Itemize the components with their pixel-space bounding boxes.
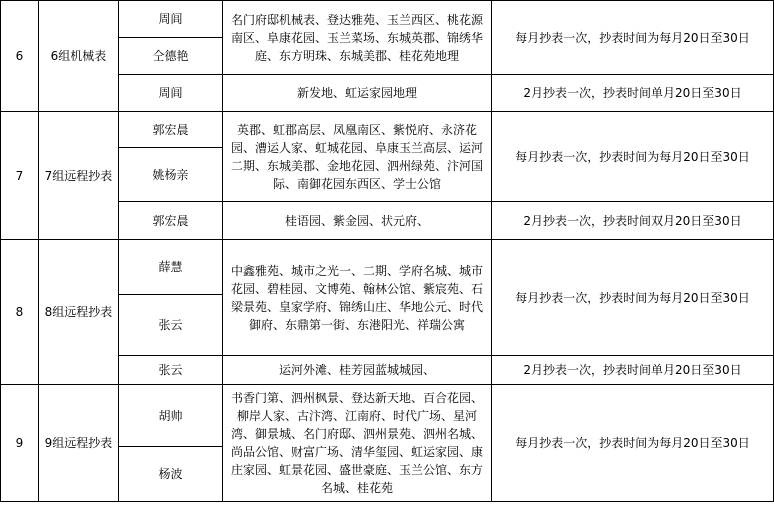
reading-schedule: 每月抄表一次，抄表时间为每月20日至30日: [492, 240, 774, 356]
table-row: [1, 385, 774, 447]
service-areas: 英郡、虹郡高层、凤凰南区、紫悦府、永济花园、漕运人家、虹城花园、阜康玉兰高层、运河二期、东城美郡、金地花园、泗州绿苑、汴河国际、南御花园东西区、学士公馆: [223, 112, 492, 202]
group-number: 7: [1, 112, 39, 240]
service-areas: 运河外滩、桂芳园蓝城城园、: [223, 356, 492, 385]
table-row: [1, 1, 774, 38]
service-areas: 桂语园、紫金园、状元府、: [223, 202, 492, 240]
table-row: [1, 112, 774, 148]
meter-reader: 周闾: [119, 1, 223, 38]
meter-reader: 郭宏晨: [119, 202, 223, 240]
meter-reader: 仝德艳: [119, 38, 223, 75]
reading-schedule: 每月抄表一次，抄表时间为每月20日至30日: [492, 385, 774, 502]
meter-reader: 郭宏晨: [119, 112, 223, 148]
reading-schedule: 2月抄表一次，抄表时间双月20日至30日: [492, 202, 774, 240]
group-name: 7组远程抄表: [39, 112, 119, 240]
group-number: 9: [1, 385, 39, 502]
reading-schedule: 每月抄表一次，抄表时间为每月20日至30日: [492, 1, 774, 75]
service-areas: 名门府邸机械表、登达雅苑、玉兰西区、桃花源南区、阜康花园、玉兰菜场、东城英郡、锦绣华庭、东方明珠、东城美郡、桂花苑地理: [223, 1, 492, 75]
group-name: 8组远程抄表: [39, 240, 119, 385]
meter-reader: 薛慧: [119, 240, 223, 295]
service-areas: 书香门第、泗州枫景、登达新天地、百合花园、柳岸人家、古汴湾、江南府、时代广场、星河湾、御景城、名门府邸、泗州景苑、泗州名城、尚品公馆、财富广场、清华玺园、虹运家园、康庄家园、虹景花园、盛世豪庭、玉兰公馆、东方名城、桂花苑: [223, 385, 492, 502]
group-number: 8: [1, 240, 39, 385]
reading-schedule: 2月抄表一次，抄表时间单月20日至30日: [492, 75, 774, 112]
group-number: 6: [1, 1, 39, 112]
meter-reader: 胡帅: [119, 385, 223, 447]
group-name: 6组机械表: [39, 1, 119, 112]
table-row: [1, 240, 774, 295]
meter-reader: 张云: [119, 356, 223, 385]
reading-schedule: 2月抄表一次，抄表时间单月20日至30日: [492, 356, 774, 385]
meter-reader: 周闾: [119, 75, 223, 112]
reading-schedule: 每月抄表一次，抄表时间为每月20日至30日: [492, 112, 774, 202]
service-areas: 中鑫雅苑、城市之光一、二期、学府名城、城市花园、碧桂园、文博苑、翰林公馆、紫宸苑、石梁景苑、皇家学府、锦绣山庄、华地公元、时代御府、东鼎第一街、东港阳光、祥瑞公寓: [223, 240, 492, 356]
service-areas: 新发地、虹运家园地理: [223, 75, 492, 112]
meter-reader: 杨波: [119, 447, 223, 502]
meter-reader: 姚杨亲: [119, 148, 223, 202]
meter-reader: 张云: [119, 295, 223, 356]
group-name: 9组远程抄表: [39, 385, 119, 502]
